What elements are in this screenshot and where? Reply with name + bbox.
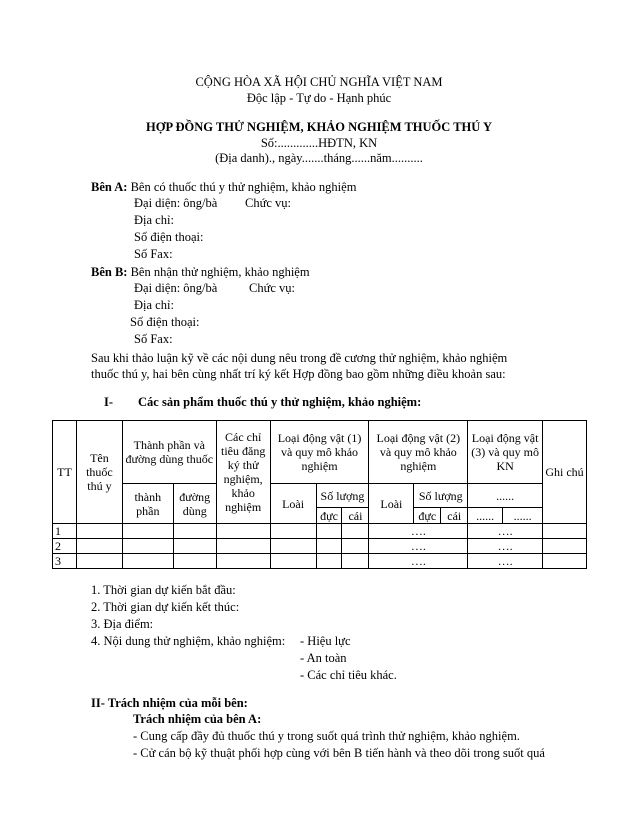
party-a-desc: Bên có thuốc thú y thử nghiệm, khảo nghiệm: [130, 180, 357, 194]
table-row: [53, 554, 587, 569]
section-1-title: Các sản phẩm thuốc thú y thử nghiệm, khảo nghiệm:: [138, 395, 422, 409]
party-b-phone: Số điện thoại:: [130, 315, 200, 329]
header-duong-dung: đường dùng: [173, 484, 216, 524]
motto: Độc lập - Tự do - Hạnh phúc: [246, 91, 392, 105]
party-b-address: Địa chỉ:: [134, 298, 174, 312]
header-ghi-chu: Ghi chú: [543, 421, 587, 524]
row-dots-lda3: ….: [468, 539, 543, 554]
row-dots-lda2: ….: [369, 554, 468, 569]
country-name: CỘNG HÒA XÃ HỘI CHỦ NGHĨA VIỆT NAM: [195, 75, 443, 89]
header-cai-1: cái: [342, 508, 369, 524]
item4-efficacy: - Hiệu lực: [300, 634, 351, 648]
header-duc-1: đực: [316, 508, 342, 524]
party-a-phone: Số điện thoại:: [134, 230, 204, 244]
party-a-label: Bên A:: [91, 180, 128, 194]
header-loai-2: Loài: [369, 484, 414, 524]
header-tt: TT: [53, 421, 77, 524]
item-location: 3. Địa điểm:: [91, 617, 154, 631]
header-lda-1: Loại động vật (1) và quy mô khảo nghiệm: [270, 421, 369, 484]
header-lda-3-dots-a: ......: [468, 508, 503, 524]
item4-safety: - An toàn: [300, 651, 347, 665]
party-b-desc: Bên nhận thử nghiệm, khảo nghiệm: [130, 265, 310, 279]
table-row: [53, 524, 587, 539]
section-2-line-1: - Cung cấp đầy đủ thuốc thú y trong suốt quá trình thử nghiệm, khảo nghiệm.: [133, 729, 520, 743]
contract-number: Số:.............HĐTN, KN: [260, 136, 378, 150]
header-lda-3: Loại động vật (3) và quy mô KN: [468, 421, 543, 484]
intro-line-1: Sau khi thảo luận kỹ về các nội dung nêu trong đề cương thử nghiệm, khảo nghiệm: [91, 351, 508, 365]
row-dots-lda3: ….: [468, 554, 543, 569]
item-content: 4. Nội dung thử nghiệm, khảo nghiệm:: [91, 634, 286, 648]
section-2-title: II- Trách nhiệm của mỗi bên:: [91, 696, 248, 710]
header-lda-2: Loại động vật (2) và quy mô khảo nghiệm: [369, 421, 468, 484]
party-a-address: Địa chỉ:: [134, 213, 174, 227]
row-dots-lda3: ….: [468, 524, 543, 539]
section-2-line-2: - Cử cán bộ kỹ thuật phối hợp cùng với bên B tiến hành và theo dõi trong suốt quá: [133, 746, 545, 760]
header-cai-2: cái: [441, 508, 468, 524]
header-so-luong-2: Số lượng: [414, 484, 468, 508]
section-2-sub: Trách nhiệm của bên A:: [133, 712, 262, 726]
row-number: 2: [53, 539, 77, 554]
place-date: (Địa danh)., ngày.......tháng......năm..........: [215, 151, 423, 165]
header-thanh-phan: Thành phần và đường dùng thuốc: [122, 421, 216, 484]
row-number: 3: [53, 554, 77, 569]
party-a-fax: Số Fax:: [134, 247, 173, 261]
header-chi-tieu: Các chỉ tiêu đăng ký thử nghiệm, khảo nghiệm: [216, 421, 270, 524]
party-b-label: Bên B:: [91, 265, 128, 279]
section-1-number: I-: [104, 395, 114, 409]
header-lda-3-dots-b: ......: [503, 508, 543, 524]
intro-line-2: thuốc thú y, hai bên cùng nhất trí ký kết Hợp đồng bao gồm những điều khoản sau:: [91, 367, 506, 381]
row-dots-lda2: ….: [369, 539, 468, 554]
document-title: HỢP ĐỒNG THỬ NGHIỆM, KHẢO NGHIỆM THUỐC THÚ Y: [146, 120, 492, 134]
header-lda-3-dots: ......: [468, 484, 543, 508]
header-duc-2: đực: [414, 508, 441, 524]
header-thanh-phan-sub: thành phần: [122, 484, 173, 524]
table-row: [53, 539, 587, 554]
header-ten-thuoc: Tên thuốc thú y: [76, 421, 122, 524]
party-a-rep: Đại diện: ông/bà: [134, 196, 218, 210]
party-b-fax: Số Fax:: [134, 332, 173, 346]
party-b-line: [91, 265, 310, 280]
item-start-time: 1. Thời gian dự kiến bắt đầu:: [91, 583, 236, 597]
party-b-position: Chức vụ:: [249, 281, 296, 295]
row-dots-lda2: ….: [369, 524, 468, 539]
item-end-time: 2. Thời gian dự kiến kết thúc:: [91, 600, 240, 614]
products-table: [52, 420, 587, 569]
party-a-line: [91, 180, 356, 195]
header-so-luong-1: Số lượng: [316, 484, 369, 508]
party-b-rep: Đại diện: ông/bà: [134, 281, 218, 295]
header-loai-1: Loài: [270, 484, 316, 524]
item4-other: - Các chỉ tiêu khác.: [300, 668, 397, 682]
row-number: 1: [53, 524, 77, 539]
party-a-position: Chức vụ:: [245, 196, 292, 210]
